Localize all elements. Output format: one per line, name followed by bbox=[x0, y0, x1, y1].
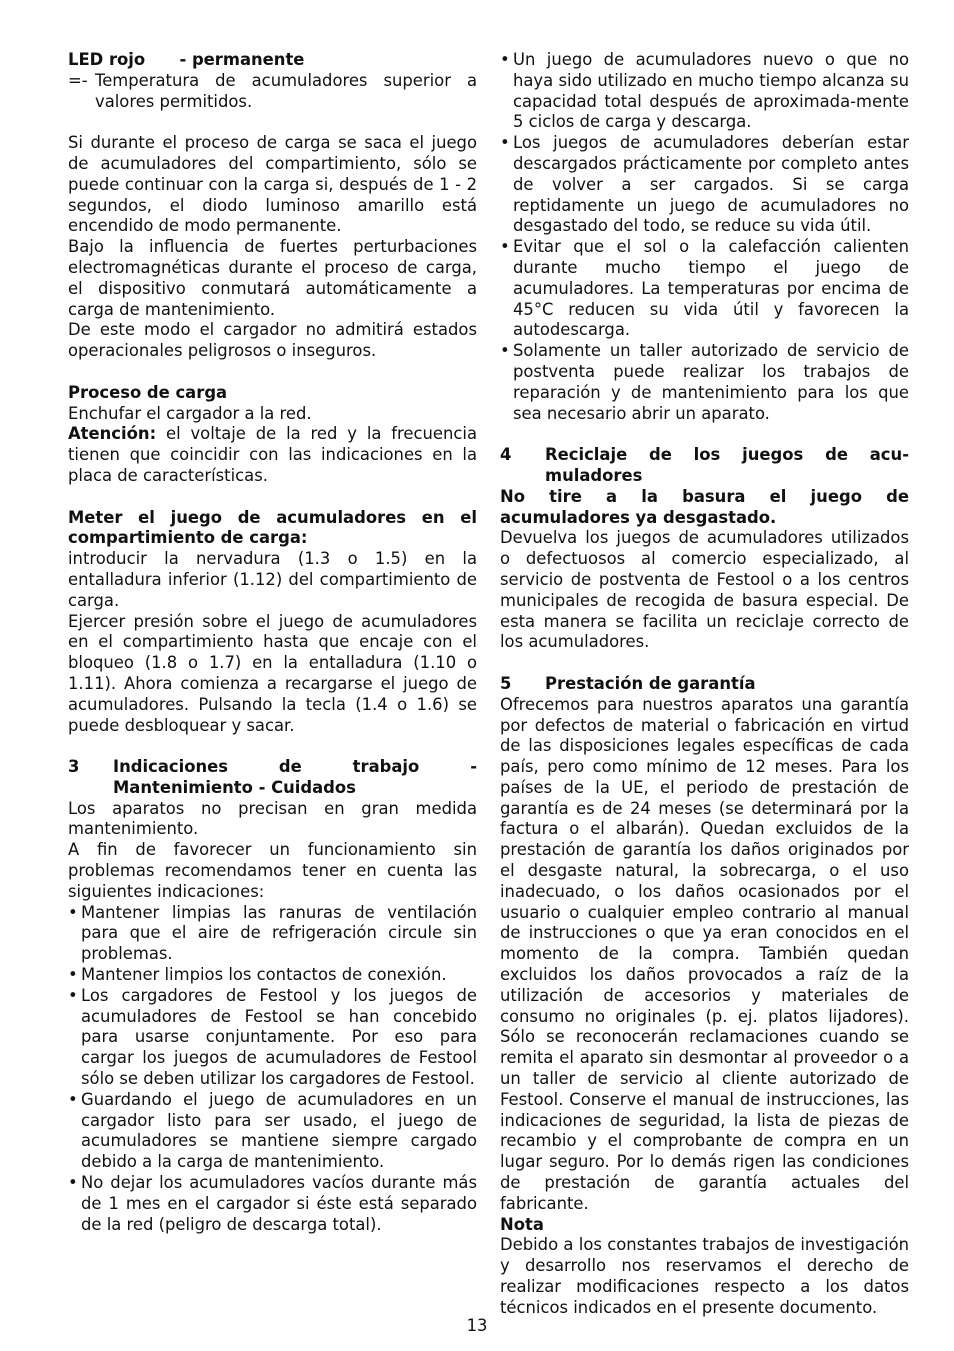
section-3-heading bbox=[68, 757, 477, 799]
paragraph: Devuelva los juegos de acumuladores utilizados o defectuosos al comercio especializado, al servicio de postventa de Festool o a los centros municipales de recogida de basura especial. De esta manera se facilita un reciclaje correcto de los acumuladores. bbox=[500, 528, 909, 652]
led-description bbox=[68, 71, 477, 113]
list-item: • Los juegos de acumuladores deberían estar descargados prácticamente por completo antes de volver a ser cargados. Si se carga reptidamente un juego de acumuladores no desgastado del todo, se reduce su vida útil. bbox=[500, 133, 909, 236]
bullet-icon: • bbox=[500, 237, 510, 257]
section-4-heading bbox=[500, 445, 909, 487]
paragraph: Los aparatos no precisan en gran medida mantenimiento. bbox=[68, 798, 477, 839]
paragraph: A fin de favorecer un funcionamiento sin problemas recomendamos tener en cuenta las siguientes indicaciones: bbox=[68, 840, 477, 901]
section-number: 3 bbox=[68, 757, 80, 777]
section-title: Reciclaje de los juegos de acu-muladores bbox=[545, 445, 909, 485]
paragraph: introducir la nervadura (1.3 o 1.5) en la entalladura inferior (1.12) del compartimiento de carga. bbox=[68, 549, 477, 610]
bullet-icon: • bbox=[68, 1173, 78, 1193]
section-5-heading bbox=[500, 674, 909, 695]
section-number: 4 bbox=[500, 445, 512, 465]
section-number: 5 bbox=[500, 673, 512, 693]
list-item: • Mantener limpias las ranuras de ventilación para que el aire de refrigeración circule sin problemas. bbox=[68, 902, 477, 964]
led-heading bbox=[68, 50, 477, 71]
bullet-icon: • bbox=[500, 50, 510, 69]
page-number: 13 bbox=[466, 1316, 488, 1335]
bullet-icon: • bbox=[68, 985, 78, 1005]
section-title: Indicaciones de trabajo - Mantenimiento - Cuidados bbox=[113, 757, 477, 797]
list-item: • Un juego de acumuladores nuevo o que no haya sido utilizado en mucho tiempo alcanza su capacidad total después de aproximada-mente 5 ciclos de carga y descarga. bbox=[500, 50, 909, 132]
list-item: • Solamente un taller autorizado de servicio de postventa puede realizar los trabajos de reparación y de mantenimiento para los que sea necesario abrir un aparato. bbox=[500, 341, 909, 423]
paragraph: Si durante el proceso de carga se saca el juego de acumuladores del compartimiento, sólo se puede continuar con la carga si, después de 1 - 2 segundos, el diodo luminoso amarillo está encendido de modo permanente. bbox=[68, 133, 477, 236]
paragraph: Debido a los constantes trabajos de investigación y desarrollo nos reservamos el derecho de realizar modificaciones respecto a los datos técnicos indicados en el presente documento. bbox=[500, 1235, 909, 1317]
paragraph: De este modo el cargador no admitirá estados operacionales peligrosos o inseguros. bbox=[68, 320, 477, 361]
led-label: LED rojo bbox=[68, 50, 146, 69]
led-mode: - permanente bbox=[179, 50, 305, 69]
meter-heading: Meter el juego de acumuladores en el compartimiento de carga: bbox=[68, 507, 477, 548]
right-column bbox=[500, 50, 909, 1319]
bullet-icon: • bbox=[500, 133, 510, 153]
list-item: • Guardando el juego de acumuladores en un cargador listo para ser usado, el juego de acumuladores se mantiene siempre cargado debido a la carga de mantenimiento. bbox=[68, 1089, 477, 1172]
paragraph: Ofrecemos para nuestros aparatos una garantía por defectos de material o fabricación en virtud de las disposiciones legales específicas de cada país, pero como mínimo de 12 meses. Para los países de la UE, el periodo de prestación de garantía es de 24 meses (se determinará por la factura o el albarán). Quedan excluidos de la prestación de garantía los daños originados por el desgaste natural, la sobrecarga, o el uso inadecuado, o los daños ocasionados por el usuario o cualquier empleo contrario al manual de instrucciones o que ya eran conocidos en el momento de la compra. También quedan excluidos los daños provocados a raíz de la utilización de accesorios y materiales de consumo no originales (p. ej. platos lijadores). Sólo se reconocerán reclamaciones cuando se remita el aparato sin desmontar al proveedor o a un taller de servicio al cliente autorizado de Festool. Conserve el manual de instrucciones, las indicaciones de seguridad, la lista de piezas de recambio y el comprobante de compra en un lugar seguro. Por lo demás rigen las condiciones de prestación de garantía actuales del fabricante. bbox=[500, 694, 909, 1213]
nota-heading: Nota bbox=[500, 1214, 544, 1234]
left-column bbox=[68, 50, 477, 1235]
paragraph: Enchufar el cargador a la red. bbox=[68, 403, 312, 423]
section-title: Prestación de garantía bbox=[545, 673, 756, 693]
atencion-paragraph bbox=[68, 424, 477, 486]
list-item: • Evitar que el sol o la calefacción calienten durante mucho tiempo el juego de acumuladores. La temperaturas por encima de 45°C reducen su vida útil y favorecen la autodescarga. bbox=[500, 237, 909, 340]
bullet-icon: • bbox=[68, 965, 78, 985]
list-item: • Los cargadores de Festool y los juegos de acumuladores de Festool se han concebido para usarse conjuntamente. Por eso para cargar los juegos de acumuladores de Festool sólo se deben utilizar los cargadores de Festool. bbox=[68, 985, 477, 1089]
bullet-icon: • bbox=[68, 1089, 78, 1109]
led-text: Temperatura de acumuladores superior a valores permitidos. bbox=[95, 70, 477, 111]
paragraph: Bajo la influencia de fuertes perturbaciones electromagnéticas durante el proceso de carga, el dispositivo conmutará automáticamente a carga de mantenimiento. bbox=[68, 237, 477, 319]
atencion-label: Atención: bbox=[68, 424, 157, 444]
list-item: • Mantener limpios los contactos de conexión. bbox=[68, 965, 447, 985]
atencion-text: el voltaje de la red y la frecuencia tienen que coincidir con las indicaciones en la placa de características. bbox=[68, 424, 477, 485]
bullet-icon: • bbox=[500, 341, 510, 361]
paragraph: Ejercer presión sobre el juego de acumuladores en el compartimiento hasta que encaje con el bloqueo (1.8 o 1.7) en la entalladura (1.10 o 1.11). Ahora comienza a recargarse el juego de acumuladores. Pulsando la tecla (1.4 o 1.6) se puede desbloquear y sacar. bbox=[68, 611, 477, 735]
bullet-icon: • bbox=[68, 902, 78, 922]
proceso-heading: Proceso de carga bbox=[68, 382, 228, 402]
list-item: • No dejar los acumuladores vacíos durante más de 1 mes en el cargador si éste está separado de la red (peligro de descarga total). bbox=[68, 1173, 477, 1234]
led-mark: =- bbox=[68, 70, 88, 90]
recycle-warning: No tire a la basura el juego de acumuladores ya desgastado. bbox=[500, 486, 909, 527]
